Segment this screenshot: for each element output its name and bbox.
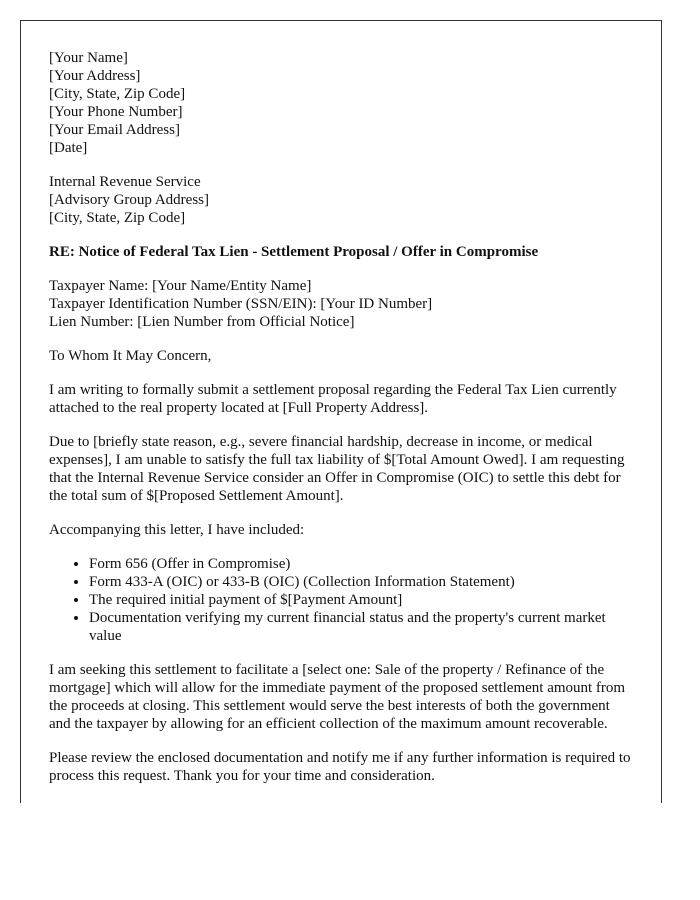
paragraph-reason: Due to [briefly state reason, e.g., severe financial hardship, decrease in income, or medical expenses], I am unable to satisfy the full tax liability of $[Total Amount Owed]. I am requesting that the Internal Revenue Service consider an Offer in Compromise (OIC) to settle this debt for the total sum of $[Proposed Settlement Amount]. bbox=[49, 434, 625, 504]
letter-page bbox=[20, 20, 662, 803]
recipient-block bbox=[49, 173, 633, 227]
list-item: • The required initial payment of $[Payment Amount] bbox=[89, 591, 633, 609]
subject-line: RE: Notice of Federal Tax Lien - Settlement Proposal / Offer in Compromise bbox=[49, 244, 539, 260]
enclosure-list bbox=[49, 555, 633, 645]
salutation: To Whom It May Concern, bbox=[49, 348, 212, 364]
recipient-name: Internal Revenue Service bbox=[49, 174, 201, 190]
taxpayer-name: Taxpayer Name: [Your Name/Entity Name] bbox=[49, 278, 312, 294]
letter-date: [Date] bbox=[49, 140, 88, 156]
list-item: • Form 656 (Offer in Compromise) bbox=[89, 555, 633, 573]
paragraph-purpose: I am seeking this settlement to facilitate a [select one: Sale of the property / Refinance of the mortgage] which will allow for the immediate payment of the proposed settlement amount from the proceeds at closing. This settlement would serve the best interests of both the government and the taxpayer by allowing for an efficient collection of the maximum amount recoverable. bbox=[49, 662, 626, 732]
paragraph-intro: I am writing to formally submit a settlement proposal regarding the Federal Tax Lien currently attached to the real property located at [Full Property Address]. bbox=[49, 382, 617, 416]
sender-phone: [Your Phone Number] bbox=[49, 104, 183, 120]
sender-block bbox=[49, 49, 633, 157]
list-item: • Form 433-A (OIC) or 433-B (OIC) (Collection Information Statement) bbox=[89, 573, 633, 591]
taxpayer-id: Taxpayer Identification Number (SSN/EIN): [Your ID Number] bbox=[49, 296, 433, 312]
sender-address: [Your Address] bbox=[49, 68, 141, 84]
sender-email: [Your Email Address] bbox=[49, 122, 180, 138]
paragraph-enclosures-intro: Accompanying this letter, I have included: bbox=[49, 522, 305, 538]
list-item: • Documentation verifying my current financial status and the property's current market value bbox=[89, 609, 633, 645]
lien-number: Lien Number: [Lien Number from Official Notice] bbox=[49, 314, 355, 330]
sender-name: [Your Name] bbox=[49, 50, 128, 66]
recipient-city: [City, State, Zip Code] bbox=[49, 210, 186, 226]
taxpayer-block bbox=[49, 277, 633, 331]
recipient-address: [Advisory Group Address] bbox=[49, 192, 209, 208]
sender-city: [City, State, Zip Code] bbox=[49, 86, 186, 102]
paragraph-closing: Please review the enclosed documentation and notify me if any further information is required to process this request. Thank you for your time and consideration. bbox=[49, 750, 631, 784]
